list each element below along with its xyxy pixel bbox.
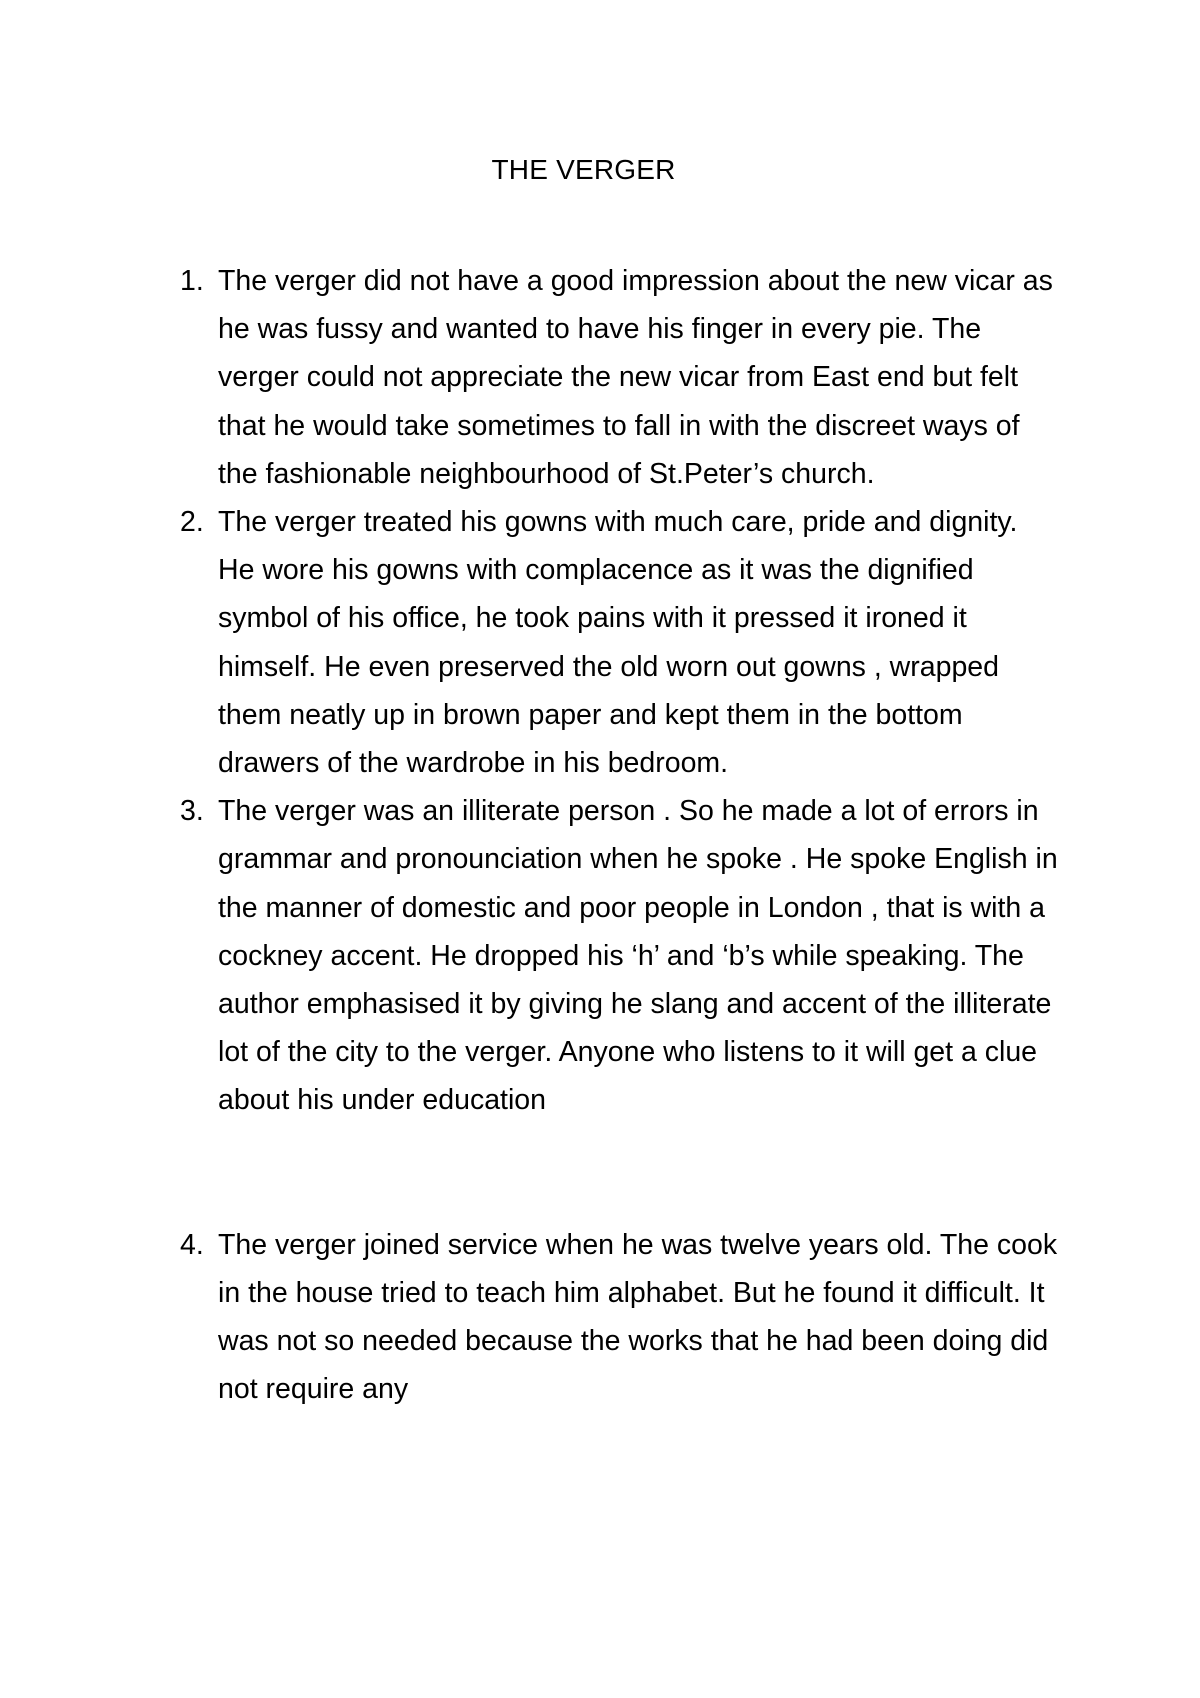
numbered-list: [180, 257, 1060, 1413]
list-item-number: 2.: [180, 506, 204, 539]
list-item-number: 3.: [180, 795, 204, 828]
list-item: [180, 787, 1060, 1124]
list-item: [180, 1221, 1060, 1414]
list-item-number: 1.: [180, 265, 204, 297]
list-item-text: The verger did not have a good impression about the new vicar as he was fussy and wanted to have his finger in every pie. The verger could not appreciate the new vicar from East end but felt that he would take sometimes to fall in with the discreet ways of the fashionable neighbourhood of St.Peter’s church.: [218, 265, 1053, 490]
list-item: [180, 498, 1060, 787]
list-item: [180, 257, 1060, 498]
list-item-text: The verger joined service when he was twelve years old. The cook in the house tried to teach him alphabet. But he found it difficult. It was not so needed because the works that he had been doing did not require any: [218, 1228, 1058, 1406]
list-item-text: The verger was an illiterate person . So he made a lot of errors in grammar and pronounciation when he spoke . He spoke English in the manner of domestic and poor people in London , that is with a cockney accent. He dropped his ‘h’ and ‘b’s while speaking. The author emphasised it by giving he slang and accent of the illiterate lot of the city to the verger. Anyone who listens to it will get a clue about his under education: [218, 795, 1058, 1117]
list-item-number: 4.: [180, 1228, 204, 1261]
list-item-text: The verger treated his gowns with much care, pride and dignity. He wore his gowns with complacence as it was the dignified symbol of his office, he took pains with it pressed it ironed it himself. He even preserved the old worn out gowns , wrapped them neatly up in brown paper and kept them in the bottom drawers of the wardrobe in his bedroom.: [218, 506, 1018, 780]
page-title: THE VERGER: [491, 154, 676, 185]
